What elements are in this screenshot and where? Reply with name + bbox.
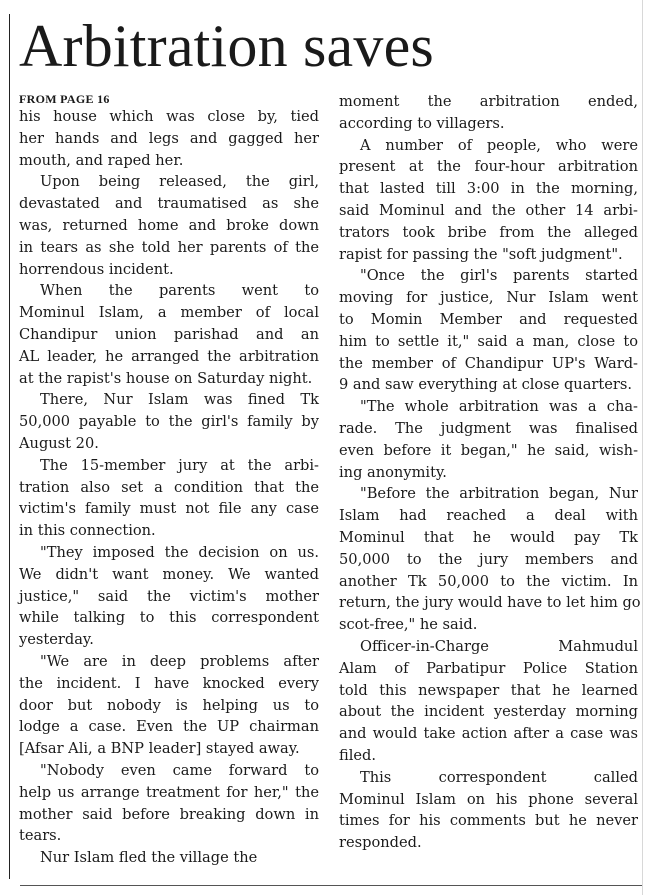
text-line: the member of Chandipur UP's Ward-	[339, 354, 638, 372]
text-line: yesterday.	[19, 631, 94, 649]
text-line: present at the four-hour arbitration	[339, 158, 638, 176]
text-line: "The whole arbitration was a cha-	[360, 398, 638, 416]
text-line: [Afsar Ali, a BNP leader] stayed away.	[19, 740, 300, 758]
text-line: mother said before breaking down in	[19, 805, 319, 823]
text-line: horrendous incident.	[19, 260, 174, 278]
text-line: Mominul Islam, a member of local	[19, 304, 319, 322]
text-line: "We are in deep problems after	[40, 652, 319, 670]
text-line: trators took bribe from the alleged	[339, 223, 638, 241]
paragraph	[339, 396, 638, 483]
text-line: another Tk 50,000 to the victim. In	[339, 572, 638, 590]
text-line: scot-free," he said.	[339, 616, 478, 634]
paragraph	[19, 389, 319, 454]
text-line: in tears as she told her parents of the	[19, 238, 319, 256]
text-line: to Momin Member and requested	[339, 310, 638, 328]
text-line: Officer-in-Charge Mahmudul	[360, 637, 638, 655]
paragraph	[339, 265, 638, 396]
text-line: AL leader, he arranged the arbitration	[19, 347, 319, 365]
text-line: "Before the arbitration began, Nur	[360, 485, 638, 503]
text-column-1	[19, 106, 319, 869]
text-line: mouth, and raped her.	[19, 151, 184, 169]
text-line: We didn't want money. We wanted	[19, 565, 319, 583]
text-line: times for his comments but he never	[339, 812, 638, 830]
text-line: even before it began," he said, wish-	[339, 441, 638, 459]
text-line: "Once the girl's parents started	[360, 267, 638, 285]
text-line: Alam of Parbatipur Police Station	[339, 659, 638, 677]
paragraph	[19, 171, 319, 280]
text-line: help us arrange treatment for her," the	[19, 783, 319, 801]
bottom-rule	[20, 885, 642, 886]
text-line: moment the arbitration ended,	[339, 93, 638, 110]
paragraph	[19, 280, 319, 389]
text-line: that lasted till 3:00 in the morning,	[339, 180, 638, 198]
paragraph	[19, 760, 319, 847]
text-line: rapist for passing the "soft judgment".	[339, 245, 623, 263]
text-line: "Nobody even came forward to	[40, 761, 319, 779]
text-line: his house which was close by, tied	[19, 108, 319, 125]
text-line: A number of people, who were	[360, 136, 638, 154]
jump-line: FROM PAGE 16	[19, 92, 110, 106]
text-line: devastated and traumatised as she	[19, 195, 319, 213]
paragraph	[339, 135, 638, 266]
text-line: according to villagers.	[339, 114, 505, 132]
text-line: at the rapist's house on Saturday night.	[19, 369, 313, 387]
paragraph	[19, 651, 319, 760]
text-line: moving for justice, Nur Islam went	[339, 289, 638, 307]
text-line: Mominul that he would pay Tk	[339, 528, 638, 546]
headline: Arbitration saves	[19, 13, 434, 79]
text-line: "They imposed the decision on us.	[40, 543, 319, 561]
text-line: 50,000 to the jury members and	[339, 550, 638, 568]
text-line: responded.	[339, 834, 422, 852]
text-line: while talking to this correspondent	[19, 609, 319, 627]
text-line: told this newspaper that he learned	[339, 681, 638, 699]
text-line: ing anonymity.	[339, 463, 447, 481]
right-edge-rule	[642, 0, 643, 895]
paragraph	[19, 106, 319, 171]
text-line: tration also set a condition that the	[19, 478, 319, 496]
text-line: in this connection.	[19, 522, 156, 540]
paragraph	[19, 847, 319, 869]
text-line: tears.	[19, 827, 62, 845]
text-line: and would take action after a case was	[339, 725, 638, 743]
text-line: was, returned home and broke down	[19, 216, 319, 234]
text-line: said Mominul and the other 14 arbi-	[339, 201, 638, 219]
paragraph	[19, 455, 319, 542]
text-line: Nur Islam fled the village the	[40, 849, 258, 867]
text-line: August 20.	[19, 434, 99, 452]
text-line: him to settle it," said a man, close to	[339, 332, 638, 350]
paragraph	[339, 636, 638, 767]
text-line: Upon being released, the girl,	[40, 173, 319, 191]
text-line: This correspondent called	[360, 768, 638, 786]
left-column-rule	[9, 14, 10, 879]
text-line: There, Nur Islam was fined Tk	[40, 391, 319, 409]
text-line: The 15-member jury at the arbi-	[40, 456, 319, 474]
paragraph	[339, 767, 638, 854]
paragraph	[339, 483, 641, 636]
text-line: 50,000 payable to the girl's family by	[19, 413, 319, 431]
text-line: lodge a case. Even the UP chairman	[19, 718, 319, 736]
text-line: about the incident yesterday morning	[339, 703, 638, 721]
text-line: Islam had reached a deal with	[339, 507, 638, 525]
text-line: filed.	[339, 746, 377, 764]
text-line: the incident. I have knocked every	[19, 674, 319, 692]
text-line: justice," said the victim's mother	[19, 587, 319, 605]
text-line: When the parents went to	[40, 282, 319, 300]
text-line: door but nobody is helping us to	[19, 696, 319, 714]
paragraph	[19, 542, 319, 651]
text-line: her hands and legs and gagged her	[19, 129, 319, 147]
text-line: return, the jury would have to let him go	[339, 594, 641, 612]
text-line: 9 and saw everything at close quarters.	[339, 376, 632, 394]
paragraph	[339, 91, 638, 135]
text-line: Mominul Islam on his phone several	[339, 790, 638, 808]
text-line: victim's family must not file any case	[19, 500, 319, 518]
text-column-2	[339, 91, 641, 854]
text-line: rade. The judgment was finalised	[339, 419, 638, 437]
text-line: Chandipur union parishad and an	[19, 325, 319, 343]
